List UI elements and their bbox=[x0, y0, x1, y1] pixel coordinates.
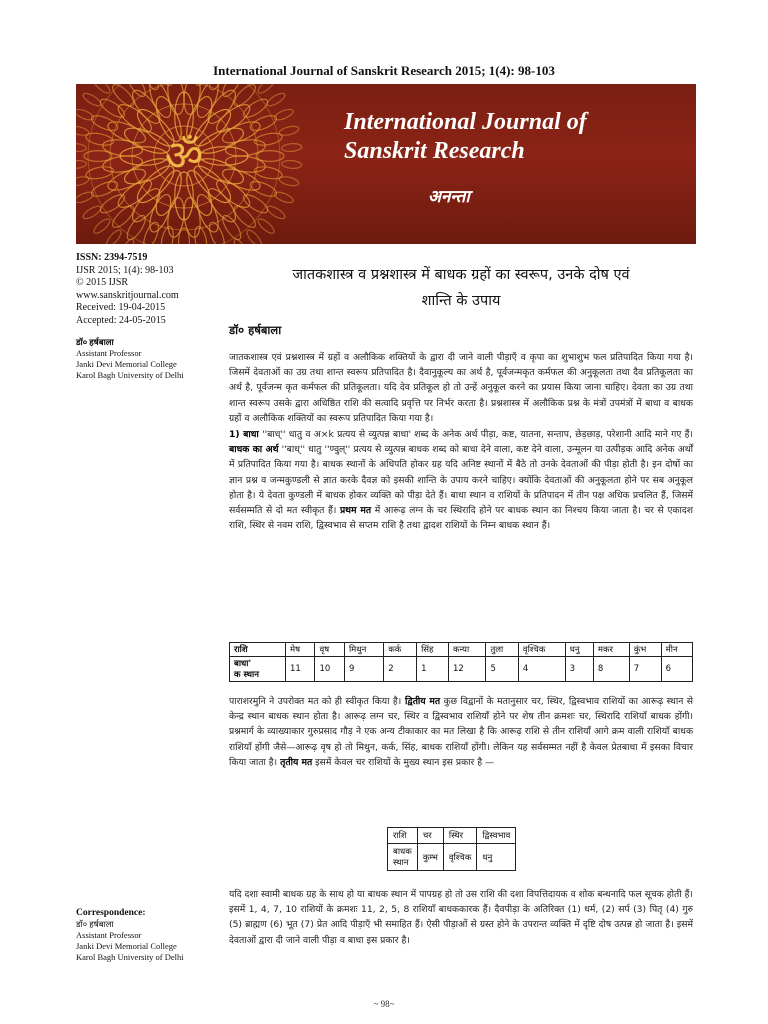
table-header-cell: कर्क bbox=[384, 643, 417, 657]
opinion-text-c: इसमें केवल चर राशियों के मुख्य स्थान इस प्रकार है — bbox=[312, 756, 495, 768]
copyright: © 2015 IJSR bbox=[76, 277, 129, 288]
article-meta-sidebar bbox=[76, 252, 224, 381]
opinion-text-b: कुछ विद्वानों के मतानुसार चर, स्थिर, द्विस्वभाव राशियों का आरूढ़ स्थान से केन्द्र स्थान बाधक स्थान होता है। आरूढ़ लग्न चर, स्थिर व द्विस्वभाव राशियाँ होने पर शेष तीन क्रमशः चर, स्थिरादि राशियाँ बाधक होंगी। प्रश्नमार्ग के व्याख्याकार गुरुप्रसाद गौड़ ने एक अन्य टीकाकार का मत लिखा है कि आरूढ़ राशि से तीन राशियाँ आगे क्रम वाली राशियाँ बाधक राशियाँ होंगी जैसे—आरूढ़ वृष हो तो मिथुन, कर्क, सिंह, बाधक राशियाँ होंगी। लेकिन यह सर्वसम्मत नहीं है केवल प्रेतबाधा में इसका विचार किया जाता है। bbox=[229, 696, 693, 768]
first-opinion-label: प्रथम मत bbox=[339, 505, 372, 517]
table-header-cell: मीन bbox=[661, 643, 692, 657]
third-opinion-label: तृतीय मत bbox=[280, 756, 313, 768]
table-header-cell: कुंभ bbox=[629, 643, 661, 657]
om-mandala-icon bbox=[76, 84, 306, 244]
paragraph-badha bbox=[229, 427, 693, 533]
article-title-line-2: शान्ति के उपाय bbox=[421, 293, 501, 309]
table-header-cell: कन्या bbox=[449, 643, 486, 657]
author-role: Assistant Professor bbox=[76, 348, 142, 358]
badhak-sthan-table bbox=[229, 642, 693, 682]
badha-text-b: ''बाध्'' धातु ''ण्वुल्'' प्रत्यय से व्युत्पन्न बाधक शब्द को बाधा देने वाला, कष्ट देने वाला, उन्मूलन या उत्पीड़क आदि अनेक अर्थों में प्रतिपादित किया गया है। बाधक स्थानों के अधिपति होकर ग्रह यदि अनिष्ट स्थानों में बैठे तो उनके देवताओं की पीड़ा होती है। इन दोषों का ज्ञान प्रश्न व जन्मकुण्डली से ज्ञात करके दैवज्ञ को इसकी शान्ति के उपाय करने चाहिए। क्योंकि देवताओं की अनुकूलता होने पर सब अनुकूल होता है। ये देवता कुण्डली में बाधक होकर व्यक्ति को पीड़ा देते हैं। बाधा स्थान व राशियों के प्रतिपादन में तीन पक्ष अधिक प्रचलित हैं, जिसमें सर्वसम्मति से दो मत स्वीकृत हैं। bbox=[229, 444, 693, 517]
table-header-label: राशि bbox=[230, 643, 286, 657]
table-cell: 10 bbox=[315, 657, 344, 682]
table-row-label-line-1: बाधक bbox=[393, 847, 412, 857]
banner-title bbox=[344, 108, 587, 166]
author-university: Karol Bagh University of Delhi bbox=[76, 370, 184, 380]
table-header-row bbox=[388, 828, 516, 844]
table-header-row bbox=[230, 643, 693, 657]
table-header-cell: द्विस्वभाव bbox=[477, 828, 516, 844]
badha-label: 1) बाधा bbox=[229, 429, 259, 441]
table-cell: 9 bbox=[344, 657, 383, 682]
journal-banner bbox=[76, 84, 696, 244]
table-header-label: राशि bbox=[388, 828, 418, 844]
table-cell: धनु bbox=[477, 844, 516, 871]
received-date: Received: 19-04-2015 bbox=[76, 302, 166, 313]
table-cell: 7 bbox=[629, 657, 661, 682]
article-author: डॉ० हर्षबाला bbox=[229, 323, 282, 337]
issn: ISSN: 2394-7519 bbox=[76, 252, 148, 263]
badhak-meaning-label: बाधक का अर्थ bbox=[229, 444, 279, 456]
website: www.sanskritjournal.com bbox=[76, 289, 179, 301]
table-cell: 11 bbox=[286, 657, 315, 682]
article-title bbox=[229, 262, 693, 314]
correspondence-name: डॉ० हर्षबाला bbox=[76, 919, 114, 929]
om-glyph: ॐ bbox=[164, 131, 204, 180]
table-cell: 5 bbox=[486, 657, 518, 682]
journal-reference: International Journal of Sanskrit Research 2015; 1(4): 98-103 bbox=[213, 63, 555, 78]
table-row-label-line-2: स्थान bbox=[393, 858, 409, 868]
table-row-label-line-1: बाधा' bbox=[234, 659, 252, 669]
table-header-cell: सिंह bbox=[417, 643, 449, 657]
article-title-line-1: जातकशास्त्र व प्रश्नशास्त्र में बाधक ग्रहों का स्वरूप, उनके दोष एवं bbox=[292, 267, 630, 283]
page-number: ~ 98~ bbox=[373, 999, 395, 1009]
table-header-cell: वृष bbox=[315, 643, 344, 657]
correspondence-role: Assistant Professor bbox=[76, 930, 142, 940]
table-header-cell: स्थिर bbox=[443, 828, 476, 844]
article-body bbox=[229, 262, 693, 533]
paragraph-intro: जातकशास्त्र एवं प्रश्नशास्त्र में ग्रहों व अलौकिक शक्तियों के द्वारा दी जाने वाली पीड़ाएँ व कृपा का शुभाशुभ फल प्रतिपादित किया गया है। जिसमें देवताओं का उग्र तथा शान्त स्वरूप प्रतिपादित है। दैवानुकूल्य का अर्थ है, पूर्वजन्मकृत कर्मफल की अनुकूलता तथा दैव प्रतिकूलता का अर्थ है, पूर्वजन्म कृत कर्मफल की प्रतिकूलता। यदि देव प्रतिकूल हो तो उन्हें अनुकूल करने का प्रयास किया जाना चाहिए। देवता का उग्र तथा शान्त स्वरूप उसके द्वारा अधिष्ठित राशि की सत्वादि प्रवृत्ति पर निर्भर करता है। प्रश्नशास्त्र में अलौकिक प्रश्न के मंत्रों उपमंत्रों में बाधा व बाधक ग्रहों व अलौकिक शक्तियों का स्वरूप प्रतिपादित किया गया है। bbox=[229, 352, 693, 424]
badha-text-c: में आरूढ़ लग्न के चर स्थिरादि होने पर बाधक स्थान का निश्चय किया जाता है। चर से एकादश राशि, स्थिर से नवम राशि, द्विस्वभाव से सप्तम राशि है तथा द्वादश राशियों के निम्न बाधक स्थान हैं। bbox=[229, 505, 693, 532]
table-cell: 3 bbox=[565, 657, 593, 682]
char-rashi-table bbox=[387, 827, 516, 871]
table-row-label-line-2: क स्थान bbox=[234, 670, 259, 680]
table-cell: कुम्भ bbox=[417, 844, 443, 871]
citation: IJSR 2015; 1(4): 98-103 bbox=[76, 264, 174, 276]
banner-subtitle: अनन्ता bbox=[428, 187, 470, 207]
correspondence-block bbox=[76, 908, 224, 963]
table-row bbox=[388, 844, 516, 871]
paragraph-opinions bbox=[229, 694, 693, 770]
correspondence-university: Karol Bagh University of Delhi bbox=[76, 952, 184, 962]
table-cell: 8 bbox=[593, 657, 629, 682]
banner-title-line-2: Sanskrit Research bbox=[344, 138, 525, 164]
table-header-cell: मकर bbox=[593, 643, 629, 657]
table-cell: 2 bbox=[384, 657, 417, 682]
correspondence-heading: Correspondence: bbox=[76, 908, 146, 918]
author-name: डॉ० हर्षबाला bbox=[76, 337, 114, 347]
table-cell: 1 bbox=[417, 657, 449, 682]
table-row bbox=[230, 657, 693, 682]
table-header-cell: तुला bbox=[486, 643, 518, 657]
table-cell: 12 bbox=[449, 657, 486, 682]
author-college: Janki Devi Memorial College bbox=[76, 359, 177, 369]
table-cell: 4 bbox=[518, 657, 565, 682]
table-header-cell: मेष bbox=[286, 643, 315, 657]
table-cell: वृश्चिक bbox=[443, 844, 476, 871]
second-opinion-label: द्वितीय मत bbox=[401, 696, 441, 707]
badha-text-a: ''बाध्'' धातु व अ×k प्रत्यय से व्युत्पन्न बाधा' शब्द के अनेक अर्थ पीड़ा, कष्ट, यातना, सन्ताप, छेड़छाड़, परेशानी आदि माने गए हैं। bbox=[258, 429, 693, 441]
accepted-date: Accepted: 24-05-2015 bbox=[76, 314, 166, 326]
table-cell: 6 bbox=[661, 657, 692, 682]
table-header-cell: चर bbox=[417, 828, 443, 844]
table-header-cell: वृश्चिक bbox=[518, 643, 565, 657]
opinion-text-a: पाराशरमुनि ने उपरोक्त मत को ही स्वीकृत किया है। bbox=[229, 696, 402, 707]
table-row-label bbox=[230, 657, 286, 682]
paragraph-dasha: यदि दशा स्वामी बाधक ग्रह के साथ हो या बाधक स्थान में पापग्रह हो तो उस राशि की दशा विपत्तिदायक व शोक बन्धनादि फल सूचक होती हैं। इसमें 1, 4, 7, 10 राशियों के क्रमशः 11, 2, 5, 8 राशियाँ बाधककारक हैं। दैवपीड़ा के अतिरिक्त (1) धर्म, (2) सर्प (3) पितृ (4) गुरु (5) ब्राह्मण (6) भूत (7) प्रेत आदि पीड़ाएँ भी समाहित हैं। ऐसी पीड़ाओं से ग्रस्त होने के उपरान्त व्यक्ति में दृष्टि दोष उत्पन्न हो जाता है। इसमें देवताओं द्वारा दी जाने वाली पीड़ा व बाधा इस प्रकार है। bbox=[229, 889, 693, 946]
table-header-cell: धनु bbox=[565, 643, 593, 657]
banner-title-line-1: International Journal of bbox=[344, 109, 587, 135]
table-header-cell: मिथुन bbox=[344, 643, 383, 657]
table-row-label bbox=[388, 844, 418, 871]
correspondence-college: Janki Devi Memorial College bbox=[76, 941, 177, 951]
